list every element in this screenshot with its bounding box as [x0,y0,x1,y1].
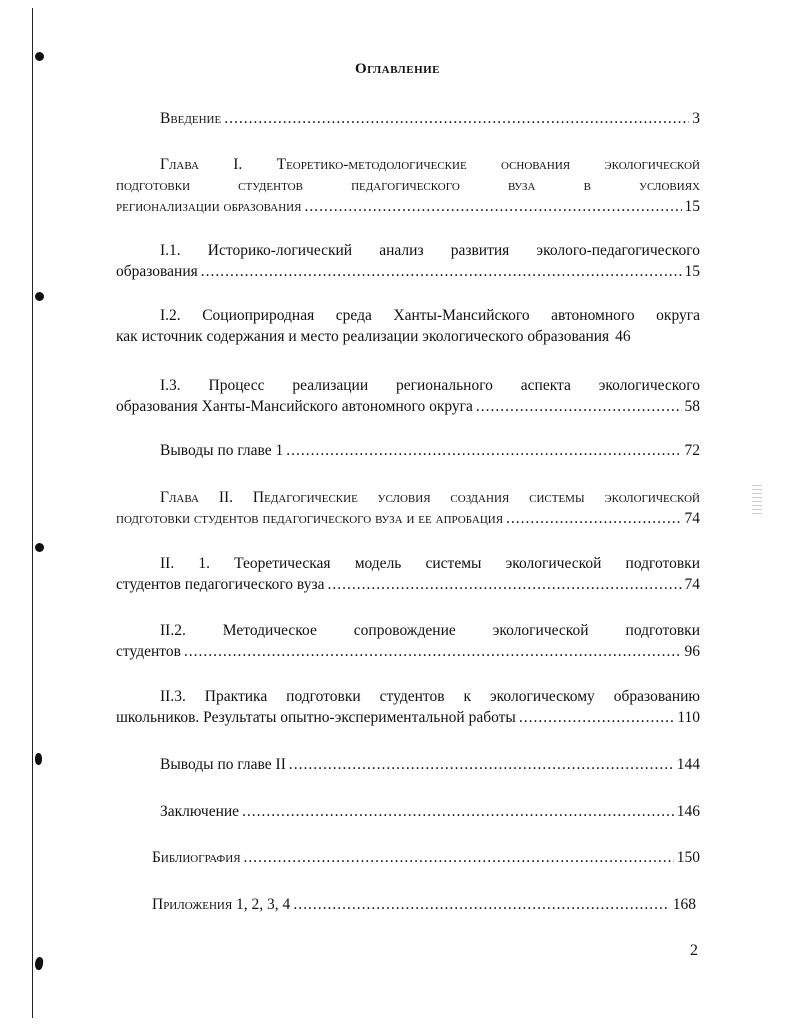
toc-entry-section-2-3 [116,686,700,728]
toc-entry-title-line: школьников. Результаты опытно-экспериментальной работы [116,709,516,726]
toc-entry-section-1-3 [116,375,700,417]
toc-entry-section-2-2 [116,620,700,662]
toc-page-number: 144 [676,756,700,773]
toc-entry-appendices [116,894,696,915]
toc-leader-dots [244,847,674,868]
toc-leader-dots [327,574,681,595]
toc-entry-title-line: Глава II. Педагогические условия создания системы экологической [160,489,700,506]
toc-page-number: 72 [684,442,700,459]
toc-leader-dots [289,754,674,775]
toc-leader-dots [184,641,682,662]
toc-leader-dots [224,108,689,129]
toc-entry-title-line: I.2. Социоприродная среда Ханты-Мансийского автономного округа [160,307,700,324]
toc-page-number: 58 [684,398,700,415]
toc-page-number: 168 [672,896,696,913]
toc-entry-title-line: регионализации образования [116,198,302,215]
toc-page-number: 3 [692,110,700,127]
toc-entry-title: Выводы по главе II [160,756,286,773]
toc-entry-conclusion [116,801,700,822]
toc-entry-title: Введение [160,110,222,127]
toc-leader-dots [519,707,674,728]
toc-leader-dots [476,396,682,417]
toc-page-number: 15 [684,198,700,215]
toc-entry-section-1-2 [116,305,700,347]
toc-page-number: 74 [684,576,700,593]
toc-entry-bibliography [116,847,700,868]
toc-entry-conclusions-1 [116,440,700,461]
toc-entry-title: Библиография [152,849,241,866]
toc-leader-dots [293,894,669,915]
binder-hole-mark [35,292,44,301]
toc-page-number: 150 [676,849,700,866]
toc-entry-title-line: образования Ханты-Мансийского автономного округа [116,398,473,415]
toc-leader-dots [286,440,681,461]
toc-entry-title-line: I.3. Процесс реализации регионального аспекта экологического [160,377,700,394]
margin-rule [32,8,33,1018]
page-number: 2 [690,942,698,959]
toc-entry-conclusions-2 [116,754,700,775]
binder-hole-mark [35,52,44,61]
toc-entry-chapter-1 [116,154,700,217]
toc-leader-dots [304,196,681,217]
binder-hole-mark [35,753,42,765]
toc-entry-title: Заключение [160,803,240,820]
toc-page-number: 96 [684,643,700,660]
toc-leader-dots [506,508,681,529]
scan-artifact [752,484,762,514]
toc-page-number: 46 [615,328,631,345]
page-title: Оглавление [354,61,441,77]
binder-hole-mark [35,543,44,552]
toc-entry-intro [116,108,700,129]
toc-entry-title-line: студентов педагогического вуза [116,576,325,593]
toc-entry-title-line: студентов [116,643,181,660]
toc-entry-title-line: подготовки студентов педагогического вуза в условиях [116,177,700,194]
toc-entry-title-line: как источник содержания и место реализации экологического образования [116,328,610,345]
toc-entry-title: Выводы по главе 1 [160,442,284,459]
toc-entry-title-line: II.3. Практика подготовки студентов к экологическому образованию [160,688,700,705]
toc-entry-title-line: I.1. Историко-логический анализ развития эколого-педагогического [160,242,700,259]
toc-entry-title-line: Глава I. Теоретико-методологические основания экологической [160,156,700,173]
toc-entry-section-2-1 [116,553,700,595]
toc-entry-section-1-1 [116,240,700,282]
toc-entry-title-line: II. 1. Теоретическая модель системы экологической подготовки [160,555,700,572]
toc-page-number: 146 [676,803,700,820]
toc-entry-title-line: образования [116,263,198,280]
toc-entry-chapter-2 [116,487,700,529]
toc-page-number: 110 [677,709,700,726]
toc-page-number: 15 [684,263,700,280]
toc-entry-title: Приложения 1, 2, 3, 4 [152,896,291,913]
toc-page-number: 74 [684,510,700,527]
binder-hole-mark [34,956,45,970]
toc-entry-title-line: II.2. Методическое сопровождение экологической подготовки [160,622,700,639]
toc-leader-dots [201,261,682,282]
toc-entry-title-line: подготовки студентов педагогического вуза и ее апробация [116,510,504,527]
toc-leader-dots [242,801,674,822]
